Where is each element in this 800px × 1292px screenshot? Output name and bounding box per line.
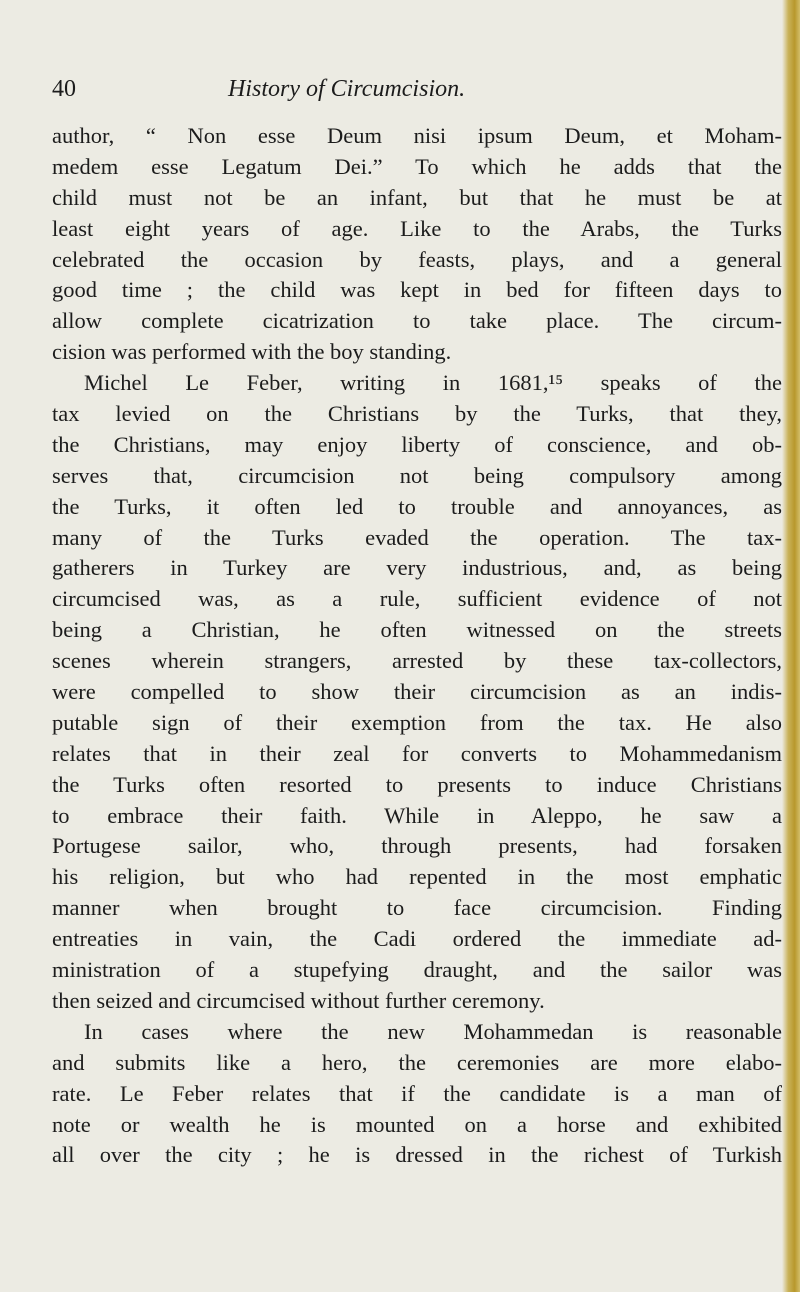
text-line: and submits like a hero, the ceremonies are more elabo-	[52, 1049, 782, 1075]
paragraph-first-line: In cases where the new Mohammedan is reasonable	[84, 1018, 782, 1044]
text-line: ministration of a stupefying draught, and the sailor was	[52, 957, 782, 983]
page-header	[52, 74, 772, 108]
text-line: medem esse Legatum Dei.” To which he adds that the	[52, 153, 782, 179]
body-text	[52, 121, 782, 1171]
text-line: circumcised was, as a rule, sufficient evidence of not	[52, 586, 782, 612]
text-line: the Christians, may enjoy liberty of conscience, and ob-	[52, 431, 782, 457]
text-line: then seized and circumcised without further ceremony.	[52, 987, 545, 1013]
paragraph-first-line: Michel Le Feber, writing in 1681,¹⁵ speaks of the	[84, 370, 782, 396]
text-line: good time ; the child was kept in bed for fifteen days to	[52, 277, 782, 303]
text-line: cision was performed with the boy standing.	[52, 339, 452, 365]
page-number: 40	[52, 76, 76, 102]
text-line: rate. Le Feber relates that if the candidate is a man of	[52, 1080, 782, 1106]
text-line: to embrace their faith. While in Aleppo, he saw a	[52, 802, 782, 828]
text-line: all over the city ; he is dressed in the richest of Turkish	[52, 1142, 782, 1168]
text-line: his religion, but who had repented in the most emphatic	[52, 864, 782, 890]
text-line: note or wealth he is mounted on a horse and exhibited	[52, 1111, 782, 1137]
text-line: child must not be an infant, but that he must be at	[52, 184, 782, 210]
text-line: celebrated the occasion by feasts, plays, and a general	[52, 246, 782, 272]
text-line: scenes wherein strangers, arrested by these tax-collectors,	[52, 648, 782, 674]
text-line: tax levied on the Christians by the Turks, that they,	[52, 401, 782, 427]
text-line: entreaties in vain, the Cadi ordered the immediate ad-	[52, 926, 782, 952]
text-line: many of the Turks evaded the operation. The tax-	[52, 524, 782, 550]
page-edge	[782, 0, 800, 1292]
text-line: relates that in their zeal for converts to Mohammedanism	[52, 740, 782, 766]
text-line: author, “ Non esse Deum nisi ipsum Deum, et Moham-	[52, 123, 782, 148]
text-line: gatherers in Turkey are very industrious, and, as being	[52, 555, 782, 581]
text-line: putable sign of their exemption from the tax. He also	[52, 709, 782, 735]
text-line: being a Christian, he often witnessed on the streets	[52, 617, 782, 643]
text-line: were compelled to show their circumcision as an indis-	[52, 679, 782, 705]
text-line: Portugese sailor, who, through presents, had forsaken	[52, 833, 782, 859]
text-line: allow complete cicatrization to take place. The circum-	[52, 308, 782, 334]
running-title: History of Circumcision.	[228, 76, 466, 102]
text-line: least eight years of age. Like to the Arabs, the Turks	[52, 215, 782, 241]
text-line: serves that, circumcision not being compulsory among	[52, 462, 782, 488]
text-line: the Turks, it often led to trouble and annoyances, as	[52, 493, 782, 519]
text-line: manner when brought to face circumcision. Finding	[52, 895, 782, 921]
text-line: the Turks often resorted to presents to induce Christians	[52, 771, 782, 797]
